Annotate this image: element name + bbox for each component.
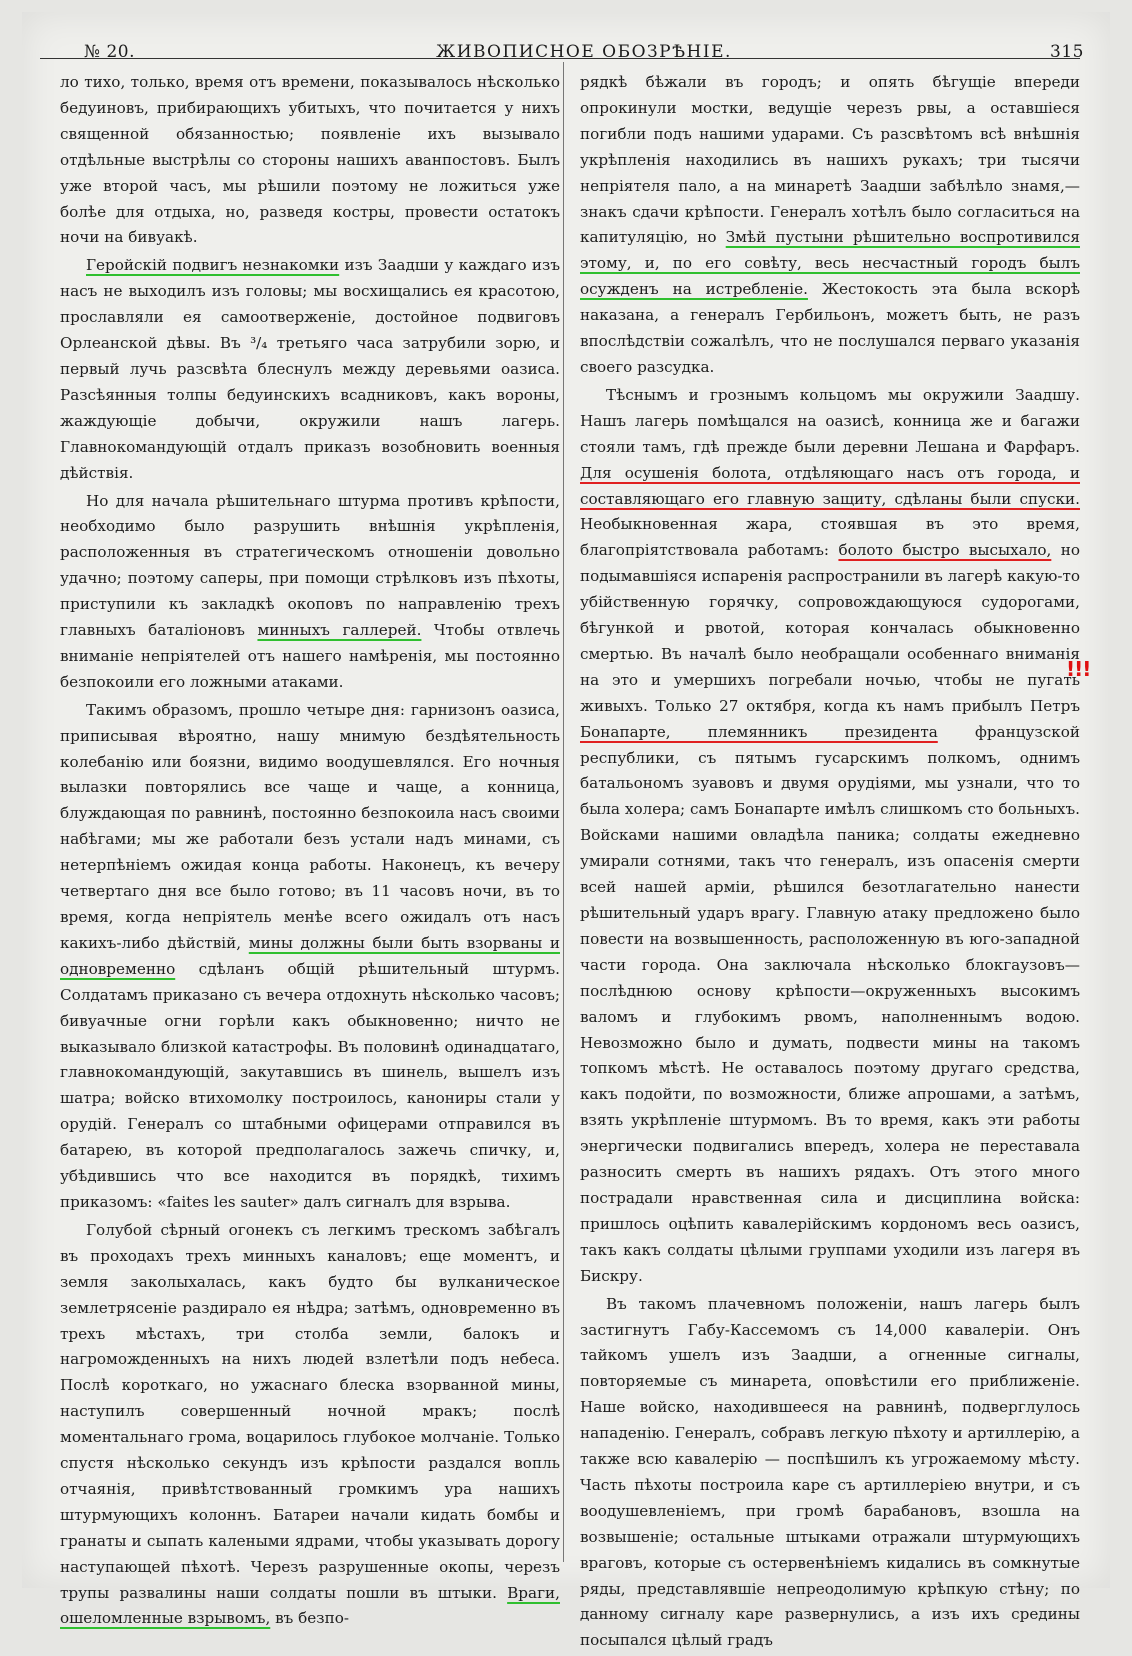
issue-number: № 20.	[84, 42, 136, 62]
paragraph: Тѣснымъ и грознымъ кольцомъ мы окружили Заадшу. Нашъ лагерь помѣщался на оазисѣ, конница же и багажи стояли тамъ, гдѣ прежде были деревни Лешана и Фарфаръ. Для осушенія болота, отдѣляющаго насъ отъ города, и составляющаго его главную защиту, сдѣланы были спуски. Необыкновенная жара, стоявшая въ это время, благопріятствовала работамъ: болото быстро высыхало, но подымавшіяся испаренія распространили въ лагерѣ какую-то убійственную горячку, сопровождающуюся судорогами, бѣгункой и рвотой, которая кончалась обыкновенно смертью. Въ началѣ было необращали особеннаго вниманія на это и умершихъ погребали ночью, чтобы не пугать живыхъ. Только 27 октября, когда къ намъ прибылъ Петръ Бонапарте, племянникъ президента французской республики, съ пятымъ гусарскимъ полкомъ, однимъ батальономъ зуавовъ и двумя орудіями, мы узнали, что то была холера; самъ Бонапарте имѣлъ слишкомъ сто больныхъ. Войсками нашими овладѣла паника; солдаты ежедневно умирали сотнями, такъ что генералъ, изъ опасенія смерти всей нашей арміи, рѣшился безотлагательно нанести рѣшительный ударъ врагу. Главную атаку предложено было повести на возвышенность, расположенную въ юго-западной части города. Она заключала нѣсколько блокгаузовъ—послѣднюю основу крѣпости—окруженныхъ высокимъ валомъ и глубокимъ рвомъ, наполненнымъ водою. Невозможно было и думать, подвести мины на такомъ топкомъ мѣстѣ. Не оставалось поэтому другаго средства, какъ подойти, по возможности, ближе апрошами, а затѣмъ, взять укрѣпленіе штурмомъ. Въ то время, какъ эти работы энергически подвигались впередъ, холера не переставала разносить смерть въ нашихъ рядахъ. Отъ этого много пострадали нравственная сила и дисциплина войска: пришлось оцѣпить кавалерійскимъ кордономъ весь оазисъ, такъ какъ солдаты цѣлыми группами уходили изъ лагеря въ Бискру.	[580, 385, 1080, 1285]
underlined-phrase: Бонапарте, племянникъ президента	[580, 722, 938, 741]
page-header	[84, 34, 1084, 74]
paragraph: Въ такомъ плачевномъ положеніи, нашъ лагерь былъ застигнутъ Габу-Кассемомъ съ 14,000 кавалеріи. Онъ тайкомъ ушелъ изъ Заадши, а огненные сигналы, повторяемые съ минарета, оповѣстили его приближеніе. Наше войско, находившееся на равнинѣ, подверглулось нападенію. Генералъ, собравъ легкую пѣхоту и артиллерію, а также всю кавалерію — поспѣшилъ къ угрожаемому мѣсту. Часть пѣхоты построила каре съ артиллеріею внутри, и съ воодушевленіемъ, при громѣ барабановъ, взошла на возвышеніе; остальные штыками отражали штурмующихъ враговъ, которые съ остервенѣніемъ кидались въ сомкнутые ряды, представлявшіе непреодолимую крѣпкую стѣну; по данному сигналу каре развернулись, а изъ ихъ средины посыпался цѣлый градъ	[580, 1294, 1080, 1650]
header-rule	[40, 58, 1080, 59]
page-number: 315	[1050, 42, 1084, 62]
underlined-phrase: Геройскій подвигъ незнакомки	[86, 256, 340, 275]
underlined-phrase: мины должны были быть взорваны и одновременно	[60, 933, 560, 978]
paragraph: Но для начала рѣшительнаго штурма противъ крѣпости, необходимо было разрушить внѣшнія укрѣпленія, расположенныя въ стратегическомъ отношеніи довольно удачно; поэтому саперы, при помощи стрѣлковъ изъ пѣхоты, приступили къ закладкѣ окоповъ по направленію трехъ главныхъ баталіоновъ минныхъ галлерей. Чтобы отвлечь вниманіе непріятелей отъ нашего намѣренія, мы постоянно безпокоили его ложными атаками.	[60, 491, 560, 691]
paragraph: Такимъ образомъ, прошло четыре дня: гарнизонъ оазиса, приписывая вѣроятно, нашу мнимую бездѣятельность колебанію или боязни, видимо воодушевлялся. Его ночныя вылазки повторялись все чаще и чаще, а конница, блуждающая по равнинѣ, постоянно безпокоила насъ своими набѣгами; мы же работали безъ устали надъ минами, съ нетерпѣніемъ ожидая конца работы. Наконецъ, къ вечеру четвертаго дня все было готово; въ 11 часовъ ночи, въ то время, когда непріятель менѣе всего ожидалъ отъ насъ какихъ-либо дѣйствій, мины должны были быть взорваны и одновременно сдѣланъ общій рѣшительный штурмъ. Солдатамъ приказано съ вечера отдохнуть нѣсколько часовъ; бивуачные огни горѣли какъ обыкновенно; ничто не выказывало близкой катастрофы. Въ половинѣ одинадцатаго, главнокомандующій, закутавшись въ шинель, вышелъ изъ шатра; войско втихомолку построилось, канониры стали у орудій. Генералъ со штабными офицерами отправился въ батарею, въ которой предполагалось зажечь спичку, и, убѣдившись что все находится въ порядкѣ, тихимъ приказомъ: «faites les sauter» далъ сигналъ для взрыва.	[60, 700, 560, 1211]
underlined-phrase: Враги, ошеломленные взрывомъ,	[60, 1583, 560, 1628]
paragraph: рядкѣ бѣжали въ городъ; и опять бѣгущіе впереди опрокинули мостки, ведущіе черезъ рвы, а оставшіеся погибли подъ нашими ударами. Съ разсвѣтомъ всѣ внѣшнія укрѣпленія находились въ нашихъ рукахъ; три тысячи непріятеля пало, а на минаретѣ Заадши забѣлѣло знамя,—знакъ сдачи крѣпости. Генералъ хотѣлъ было согласиться на капитуляцію, но Змѣй пустыни рѣшительно воспротивился этому, и, по его совѣту, весь несчастный городъ былъ осужденъ на истребленіе. Жестокость эта была вскорѣ наказана, а генералъ Гербильонъ, можетъ быть, не разъ впослѣдствіи сожалѣлъ, что не послушался перваго указанія своего разсудка.	[580, 73, 1080, 376]
underlined-phrase: минныхъ галлерей.	[257, 621, 422, 640]
paragraph: Геройскій подвигъ незнакомки изъ Заадши у каждаго изъ насъ не выходилъ изъ головы; мы восхищались ея красотою, прославляли ея самоотверженіе, достойное подвиговъ Орлеанской дѣвы. Въ ³/₄ третьяго часа затрубили зорю, и первый лучь разсвѣта блеснулъ между деревьями оазиса. Разсѣянныя толпы бедуинскихъ всадниковъ, какъ вороны, жаждующіе добычи, окружили нашъ лагерь. Главнокомандующій отдалъ приказъ возобновить военныя дѣйствія.	[60, 256, 561, 482]
right-column	[580, 70, 1080, 1656]
paragraph: Голубой сѣрный огонекъ съ легкимъ трескомъ забѣгалъ въ проходахъ трехъ минныхъ каналовъ; еще моментъ, и земля заколыхалась, какъ будто бы вулканическое землетрясеніе раздирало ея нѣдра; затѣмъ, одновременно въ трехъ мѣстахъ, три столба земли, балокъ и нагроможденныхъ на нихъ людей взлетѣли подъ небеса. Послѣ короткаго, но ужаснаго блеска взорванной мины, наступилъ совершенный ночной мракъ; послѣ моментальнаго грома, воцарилось глубокое молчаніе. Только спустя нѣсколько секундъ изъ крѣпости раздался вопль отчаянія, привѣтствованный громкимъ ура нашихъ штурмующихъ колоннъ. Батареи начали кидать бомбы и гранаты и сыпать калеными ядрами, чтобы указывать дорогу наступающей пѣхотѣ. Черезъ разрушенные окопы, черезъ трупы развалины наши солдаты пошли въ штыки. Враги, ошеломленные взрывомъ, въ безпо-	[60, 1220, 560, 1628]
underlined-phrase: Змѣй пустыни рѣшительно воспротивился этому, и, по его совѣту, весь несчастный городъ былъ осужденъ на истребленіе.	[580, 228, 1080, 299]
paragraph: ло тихо, только, время отъ времени, показывалось нѣсколько бедуиновъ, прибирающихъ убитыхъ, что почитается у нихъ священной обязанностью; появленіе ихъ вызывало отдѣльные выстрѣлы со стороны нашихъ аванпостовъ. Былъ уже второй часъ, мы рѣшили поэтому не ложиться уже болѣе для отдыха, но, разведя костры, провести остатокъ ночи на бивуакѣ.	[60, 73, 560, 247]
journal-title: ЖИВОПИСНОЕ ОБОЗРѢНІЕ.	[436, 42, 732, 62]
underlined-phrase: Для осушенія болота, отдѣляющаго насъ отъ города, и составляющаго его главную защиту, сдѣланы были спуски.	[580, 463, 1080, 508]
underlined-phrase: болото быстро высыхало,	[838, 541, 1052, 560]
left-column	[60, 70, 560, 1634]
exclamation-annotation: !!!	[1066, 657, 1091, 681]
column-divider	[563, 62, 564, 1562]
